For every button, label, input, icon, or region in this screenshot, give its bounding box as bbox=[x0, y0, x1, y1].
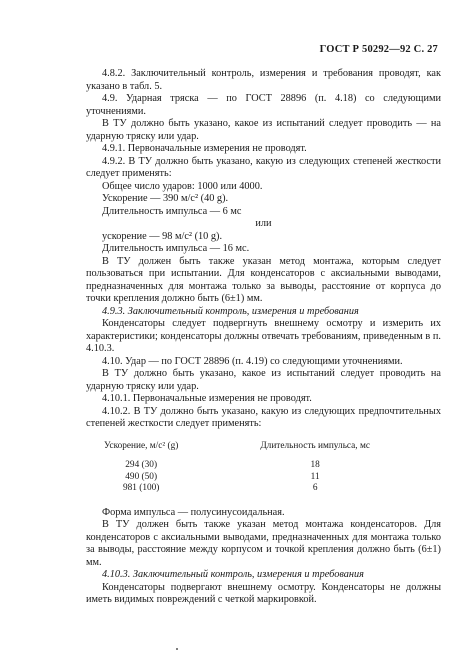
paragraph: 4.8.2. Заключительный контроль, измерения и требования проводят, как указано в табл. 5. bbox=[86, 68, 441, 92]
table-header-row bbox=[104, 441, 370, 461]
paragraph: В ТУ должно быть указано, какое из испытаний следует проводить на ударную тряску или удар. bbox=[86, 368, 441, 392]
paragraph: 4.9.3. Заключительный контроль, измерения и требования bbox=[102, 305, 359, 317]
paragraph: Длительность импульса — 6 мс bbox=[102, 205, 242, 217]
table-row bbox=[104, 483, 370, 495]
paragraph: Конденсаторы подвергают внешнему осмотру. Конденсаторы не должны иметь видимых повреждений с четкой маркировкой. bbox=[86, 581, 441, 605]
page-header: ГОСТ Р 50292—92 С. 27 bbox=[319, 44, 438, 55]
table-cell: 11 bbox=[310, 471, 320, 482]
paragraph: или bbox=[255, 218, 272, 229]
paragraph: 4.10.2. В ТУ должно быть указано, какую из следующих предпочтительных степеней жесткости следует применять: bbox=[86, 405, 441, 429]
paragraph: В ТУ должен быть также указан метод монтажа, которым следует пользоваться при испытании. Для конденсаторов с аксиальными выводами, предназначенных для монтажа только за выводы, расстояние от корпуса до точки крепления должно быть (6±1) мм. bbox=[86, 255, 441, 304]
paragraph: Конденсаторы следует подвергнуть внешнему осмотру и измерить их характеристики; конденсаторы должны отвечать требованиям, приведенным в п. 4.10.3. bbox=[86, 318, 441, 354]
paragraph: 4.9.1. Первоначальные измерения не проводят. bbox=[102, 143, 307, 154]
table-cell: 294 (30) bbox=[125, 460, 158, 470]
paragraph: 4.10.3. Заключительный контроль, измерения и требования bbox=[102, 569, 364, 580]
scan-mark bbox=[176, 648, 178, 650]
paragraph: ускорение — 98 м/с² (10 g). bbox=[102, 230, 223, 242]
paragraph: 4.9.2. В ТУ должно быть указано, какую из следующих степеней жесткости следует применять: bbox=[86, 155, 441, 179]
paragraph: В ТУ должен быть также указан метод монтажа конденсаторов. Для конденсаторов с аксиальными выводами, предназначенных для монтажа только за выводы, расстояние между корпусом и точкой крепления должно быть (6±1) мм. bbox=[86, 519, 441, 568]
column-header-pulse-duration: Длительность импульса, мс bbox=[260, 440, 370, 451]
paragraph: Форма импульса — полусинусоидальная. bbox=[102, 506, 285, 518]
paragraph: Ускорение — 390 м/с² (40 g). bbox=[102, 193, 229, 204]
table-cell: 981 (100) bbox=[122, 483, 160, 493]
paragraph: В ТУ должно быть указано, какое из испытаний следует проводить — на ударную тряску или удар. bbox=[86, 118, 441, 142]
table-cell: 490 (50) bbox=[125, 471, 158, 482]
document-body bbox=[86, 68, 441, 607]
text-block-b bbox=[86, 507, 441, 607]
paragraph: 4.10.1. Первоначальные измерения не проводят. bbox=[102, 393, 312, 404]
text-block-a bbox=[86, 68, 441, 431]
severity-table bbox=[104, 441, 370, 495]
paragraph: 4.9. Ударная тряска — по ГОСТ 28896 (п. 4.18) со следующими уточнениями. bbox=[86, 93, 441, 117]
table-cell: 18 bbox=[310, 460, 320, 470]
column-header-acceleration: Ускорение, м/с² (g) bbox=[104, 440, 179, 451]
table-cell: 6 bbox=[312, 483, 318, 493]
paragraph: 4.10. Удар — по ГОСТ 28896 (п. 4.19) со следующими уточнениями. bbox=[102, 355, 403, 367]
paragraph: Общее число ударов: 1000 или 4000. bbox=[102, 180, 263, 192]
table-row bbox=[104, 472, 370, 484]
paragraph: Длительность импульса — 16 мс. bbox=[102, 243, 250, 254]
table-row bbox=[104, 460, 370, 472]
